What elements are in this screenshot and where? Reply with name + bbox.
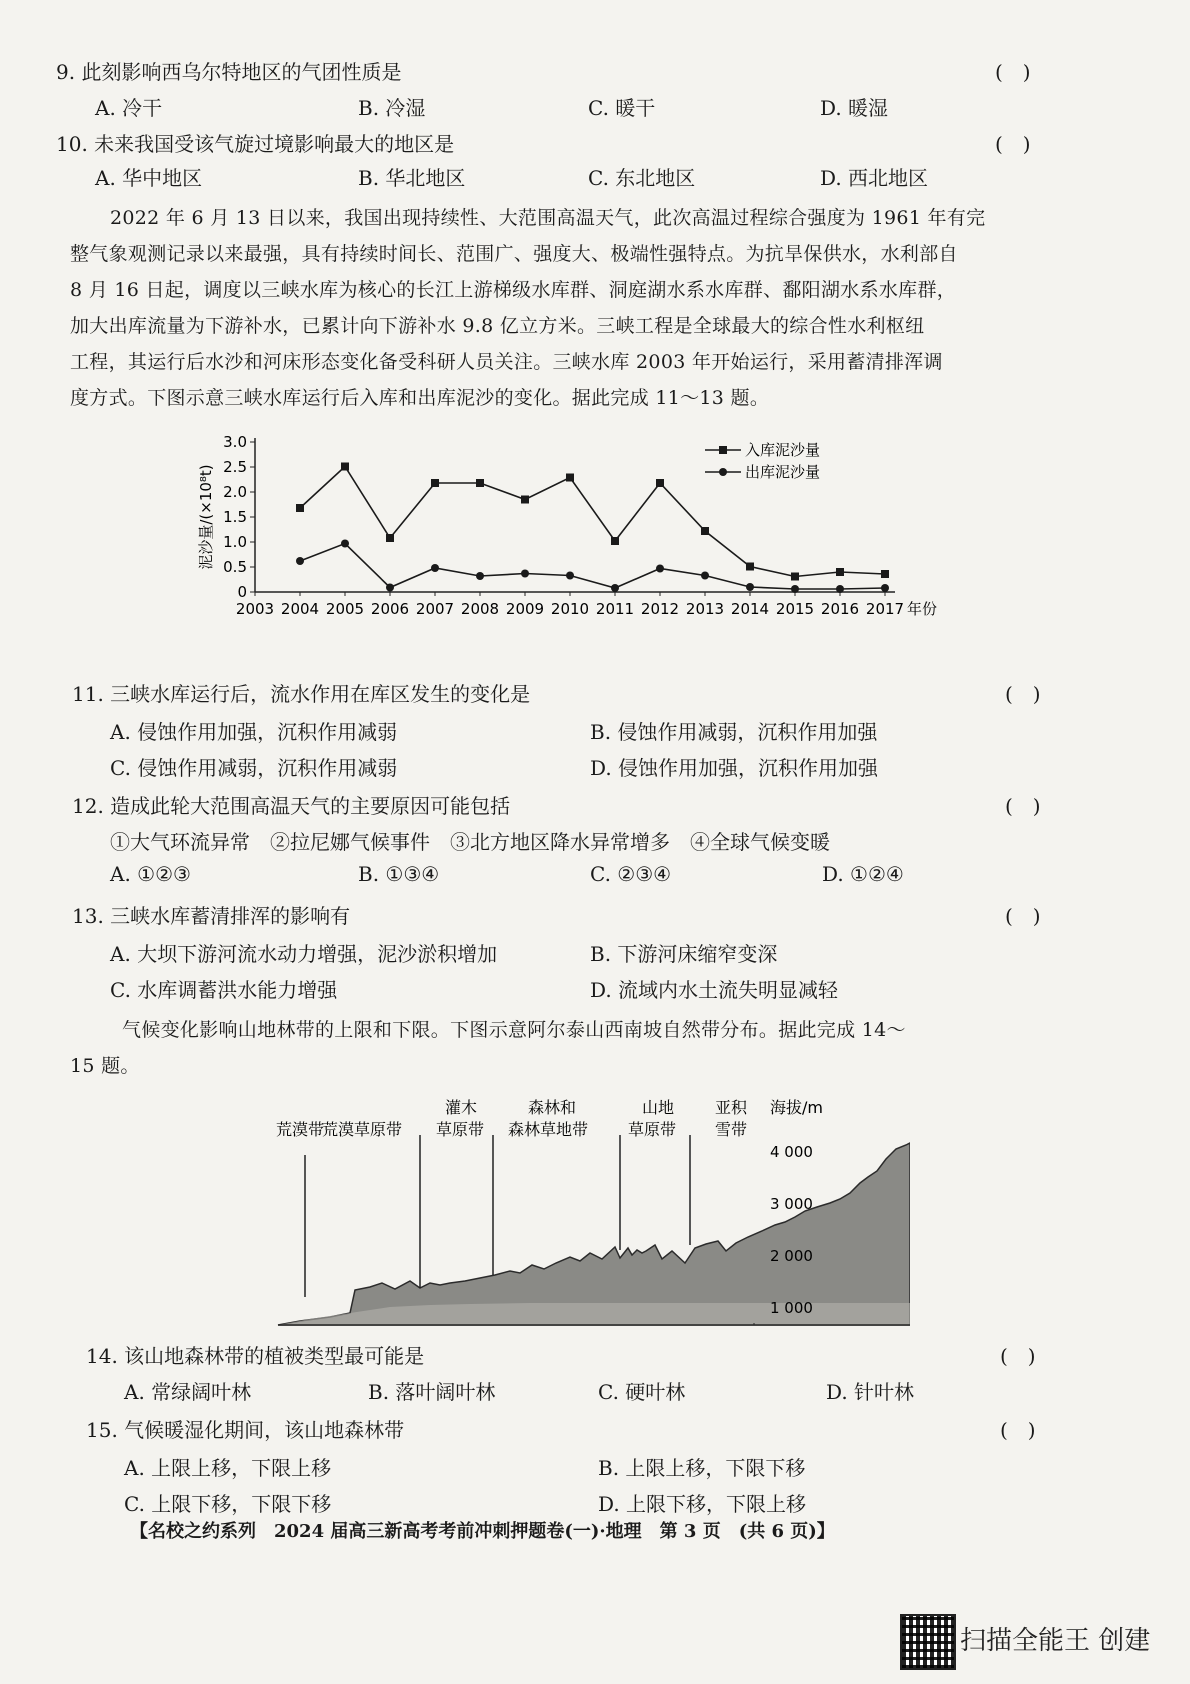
q11-option-d: D. 侵蚀作用加强，沉积作用加强 [590,756,879,780]
q14-option-d: D. 针叶林 [826,1380,915,1404]
zone-label: 亚积 [715,1098,748,1117]
zone-label: 草原带 [628,1120,677,1139]
passage-line: 8 月 16 日起，调度以三峡水库为核心的长江上游梯级水库群、洞庭湖水系水库群、鄱阳湖水系水库群， [70,279,957,301]
q15-title: 15. 气候暖湿化期间，该山地森林带 [86,1418,405,1442]
q10-answer-paren: ( ) [995,132,1031,156]
q14-option-b: B. 落叶阔叶林 [368,1380,496,1404]
x-tick-label: 2011 [595,600,635,618]
inflow-data-point [656,479,664,487]
x-tick-label: 2007 [415,600,455,618]
q9-answer-paren: ( ) [995,60,1031,84]
x-tick-label: 2004 [280,600,320,618]
q13-answer-paren: ( ) [1005,904,1041,928]
y-tick-label: 1.5 [223,508,247,526]
qr-code-icon [900,1614,956,1670]
outflow-data-point [566,572,574,580]
page-footer: 【名校之约系列 2024 届高三新高考考前冲刺押题卷(一)·地理 第 3 页 (共 6 页)】 [130,1521,835,1542]
x-tick-label: 2006 [370,600,410,618]
y-tick-label: 1.0 [223,533,247,551]
q12-option-a: A. ①②③ [110,862,191,886]
q13-option-a: A. 大坝下游河流水动力增强，泥沙淤积增加 [110,942,498,966]
zone-label: 灌木 [445,1098,478,1117]
outflow-data-point [701,572,709,580]
y-tick-label: 0 [237,583,247,601]
scanner-watermark: 扫描全能王 创建 [960,1626,1151,1656]
altitude-tick: 4 000 [770,1143,813,1161]
altitude-tick: 2 000 [770,1247,813,1265]
q13-title: 13. 三峡水库蓄清排浑的影响有 [72,904,351,928]
zone-label: 雪带 [715,1120,748,1139]
altai-vegetation-profile-diagram [270,1085,910,1340]
q9-title: 9. 此刻影响西乌尔特地区的气团性质是 [56,60,402,84]
q11-option-c: C. 侵蚀作用减弱，沉积作用减弱 [110,756,398,780]
q11-title: 11. 三峡水库运行后，流水作用在库区发生的变化是 [72,682,531,706]
q9-option-c: C. 暖干 [588,96,656,120]
outflow-data-point [521,570,529,578]
q9-option-b: B. 冷湿 [358,96,426,120]
q14-option-a: A. 常绿阔叶林 [124,1380,252,1404]
q10-option-b: B. 华北地区 [358,166,466,190]
q15-option-a: A. 上限上移，下限上移 [124,1456,332,1480]
series-line-outflow [300,544,885,590]
passage-sediment [70,200,1060,416]
y-tick-label: 0.5 [223,558,247,576]
legend-square-marker [719,446,727,454]
x-tick-label: 2005 [325,600,365,618]
q15-answer-paren: ( ) [1000,1418,1036,1442]
x-tick-label: 2016 [820,600,860,618]
q15-option-d: D. 上限下移，下限上移 [598,1492,807,1516]
outflow-data-point [881,584,889,592]
q13-option-d: D. 流域内水土流失明显减轻 [590,978,839,1002]
q9-option-d: D. 暖湿 [820,96,889,120]
outflow-data-point [431,564,439,572]
zone-label: 荒漠带 [276,1120,325,1139]
q12-items: ①大气环流异常 ②拉尼娜气候事件 ③北方地区降水异常增多 ④全球气候变暖 [110,830,830,854]
inflow-data-point [746,563,754,571]
inflow-data-point [566,474,574,482]
passage-line: 度方式。下图示意三峡水库运行后入库和出库泥沙的变化。据此完成 11～13 题。 [70,387,770,409]
legend-label: 入库泥沙量 [745,441,821,459]
mountain-profile-fill [278,1143,910,1325]
q12-title: 12. 造成此轮大范围高温天气的主要原因可能包括 [72,794,511,818]
outflow-data-point [791,585,799,593]
outflow-data-point [386,584,394,592]
q10-title: 10. 未来我国受该气旋过境影响最大的地区是 [56,132,455,156]
q14-option-c: C. 硬叶林 [598,1380,686,1404]
outflow-data-point [656,565,664,573]
inflow-data-point [476,479,484,487]
x-tick-label: 2010 [550,600,590,618]
x-tick-label: 2012 [640,600,680,618]
x-tick-label: 2017 [865,600,905,618]
q11-option-b: B. 侵蚀作用减弱，沉积作用加强 [590,720,878,744]
outflow-data-point [341,540,349,548]
zone-label: 荒漠草原带 [322,1120,403,1139]
passage-line: 2022 年 6 月 13 日以来，我国出现持续性、大范围高温天气，此次高温过程综合强度为 1961 年有完 [110,207,986,229]
passage-line: 加大出库流量为下游补水，已累计向下游补水 9.8 亿立方米。三峡工程是全球最大的综合性水利枢纽 [70,315,925,337]
inflow-data-point [791,573,799,581]
altitude-tick: 1 000 [770,1299,813,1317]
y-tick-label: 3.0 [223,433,247,451]
q15-option-c: C. 上限下移，下限下移 [124,1492,332,1516]
altitude-axis-title: 海拔/m [770,1098,823,1117]
q13-option-b: B. 下游河床缩窄变深 [590,942,778,966]
q11-answer-paren: ( ) [1005,682,1041,706]
altitude-tick: 3 000 [770,1195,813,1213]
outflow-data-point [476,572,484,580]
inflow-data-point [836,568,844,576]
zone-label: 森林和 [528,1098,577,1117]
q12-answer-paren: ( ) [1005,794,1041,818]
q12-option-b: B. ①③④ [358,862,440,886]
zone-label: 草原带 [436,1120,485,1139]
outflow-data-point [296,557,304,565]
outflow-data-point [836,585,844,593]
passage-line: 工程，其运行后水沙和河床形态变化备受科研人员关注。三峡水库 2003 年开始运行，采用蓄清排浑调 [70,351,943,373]
x-tick-label: 2008 [460,600,500,618]
q12-option-c: C. ②③④ [590,862,672,886]
q10-option-c: C. 东北地区 [588,166,696,190]
q12-option-d: D. ①②④ [822,862,904,886]
y-tick-label: 2.5 [223,458,247,476]
inflow-data-point [386,534,394,542]
inflow-data-point [341,463,349,471]
passage-altai [70,1012,1060,1084]
series-line-inflow [300,467,885,577]
zone-label: 森林草地带 [508,1120,589,1139]
q10-option-d: D. 西北地区 [820,166,929,190]
outflow-data-point [746,583,754,591]
x-tick-label: 2014 [730,600,770,618]
legend-label: 出库泥沙量 [745,463,821,481]
inflow-data-point [881,570,889,578]
q14-answer-paren: ( ) [1000,1344,1036,1368]
passage-line: 气候变化影响山地林带的上限和下限。下图示意阿尔泰山西南坡自然带分布。据此完成 14～ [122,1019,906,1041]
x-tick-label: 2009 [505,600,545,618]
inflow-data-point [701,527,709,535]
x-tick-label: 2015 [775,600,815,618]
y-tick-label: 2.0 [223,483,247,501]
outflow-data-point [611,584,619,592]
x-tick-label: 2003 [235,600,275,618]
inflow-data-point [296,504,304,512]
q13-option-c: C. 水库调蓄洪水能力增强 [110,978,338,1002]
x-tick-label: 2013 [685,600,725,618]
q9-option-a: A. 冷干 [95,96,163,120]
legend-circle-marker [719,468,727,476]
inflow-data-point [431,479,439,487]
x-axis-unit: 年份 [907,600,938,618]
q11-option-a: A. 侵蚀作用加强，沉积作用减弱 [110,720,398,744]
q15-option-b: B. 上限上移，下限下移 [598,1456,806,1480]
inflow-data-point [521,496,529,504]
q10-option-a: A. 华中地区 [95,166,203,190]
zone-label: 山地 [642,1098,675,1117]
sediment-line-chart [195,430,955,670]
q14-title: 14. 该山地森林带的植被类型最可能是 [86,1344,425,1368]
inflow-data-point [611,537,619,545]
passage-line: 整气象观测记录以来最强，具有持续时间长、范围广、强度大、极端性强特点。为抗旱保供水，水利部自 [70,243,958,265]
passage-line: 15 题。 [70,1055,140,1077]
y-axis-label: 泥沙量/(×10⁸t) [197,464,215,570]
